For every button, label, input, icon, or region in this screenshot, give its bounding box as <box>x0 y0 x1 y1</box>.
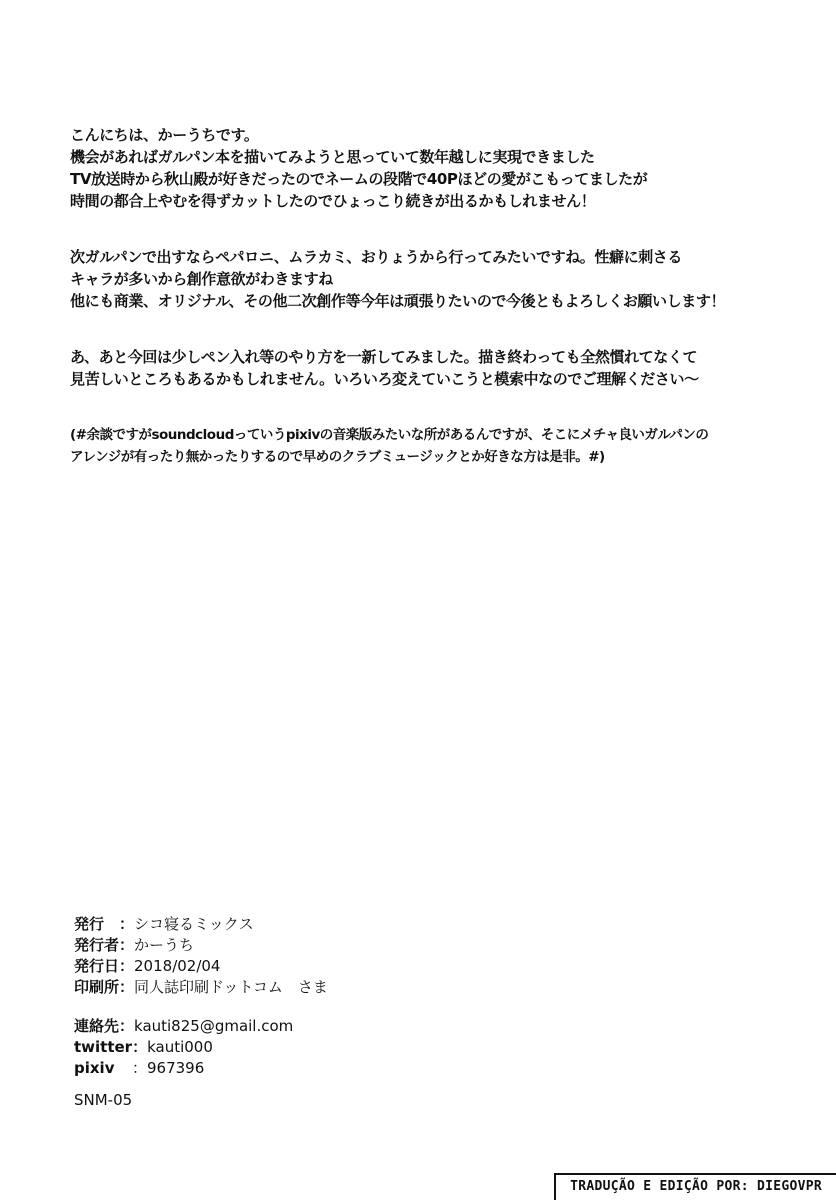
value: 2018/02/04 <box>134 957 221 975</box>
catalog-code: SNM-05 <box>74 1091 133 1109</box>
text-line: TV放送時から秋山殿が好きだったのでネームの段階で40Pほどの愛がこもってましたが <box>70 170 648 188</box>
colophon-author <box>74 935 474 956</box>
label: 発行者： <box>74 936 135 954</box>
colophon <box>74 914 474 1079</box>
label: 発行日： <box>74 957 135 975</box>
colophon-publisher <box>74 914 474 935</box>
text-line: アレンジが有ったり無かったりするので早めのクラブミュージックとか好きな方は是非。#) <box>70 449 605 465</box>
spacer <box>74 998 474 1016</box>
value: ：967396 <box>132 1059 205 1077</box>
label: 印刷所： <box>74 978 135 996</box>
value: 同人誌印刷ドットコム さま <box>134 978 328 996</box>
paragraph-technique <box>70 346 820 390</box>
label: 連絡先： <box>74 1017 135 1035</box>
colophon-date <box>74 956 474 977</box>
text-line: 次ガルパンで出すならペパロニ、ムラカミ、おりょうから行ってみたいですね。性癖に刺さる <box>70 248 683 266</box>
text-line: あ、あと今回は少しペン入れ等のやり方を一新してみました。描き終わっても全然慣れてなくて <box>70 348 698 366</box>
label: pixiv <box>74 1059 115 1077</box>
label: twitter： <box>74 1038 148 1056</box>
text-line: (#余談ですがsoundcloudっていうpixivの音楽版みたいな所があるんですが、そこにメチャ良いガルパンの <box>70 427 709 443</box>
value: シコ寝るミックス <box>134 915 254 933</box>
paragraph-next <box>70 246 820 312</box>
paragraph-greeting <box>70 124 820 212</box>
afterword-text <box>70 124 820 502</box>
translation-credit: TRADUÇÃO E EDIÇÃO POR: DIEGOVPR <box>554 1173 836 1200</box>
value: kauti825@gmail.com <box>134 1017 294 1035</box>
colophon-pixiv <box>74 1058 474 1079</box>
value: かーうち <box>134 936 195 954</box>
label: 発行 ： <box>74 915 135 933</box>
value: kauti000 <box>147 1038 213 1056</box>
text-line: 時間の都合上やむを得ずカットしたのでひょっこり続きが出るかもしれません！ <box>70 192 596 210</box>
text-line: 機会があればガルパン本を描いてみようと思っていて数年越しに実現できました <box>70 148 595 166</box>
text-line: キャラが多いから創作意欲がわきますね <box>70 270 333 288</box>
colophon-contact <box>74 1016 474 1037</box>
text-line: 他にも商業、オリジナル、その他二次創作等今年は頑張りたいので今後ともよろしくお願いします！ <box>70 292 726 310</box>
colophon-twitter <box>74 1037 474 1058</box>
colophon-printer <box>74 977 474 998</box>
paragraph-aside <box>70 424 820 468</box>
text-line: こんにちは、かーうちです。 <box>70 126 259 144</box>
text-line: 見苦しいところもあるかもしれません。いろいろ変えていこうと模索中なのでご理解ください〜 <box>70 370 699 388</box>
